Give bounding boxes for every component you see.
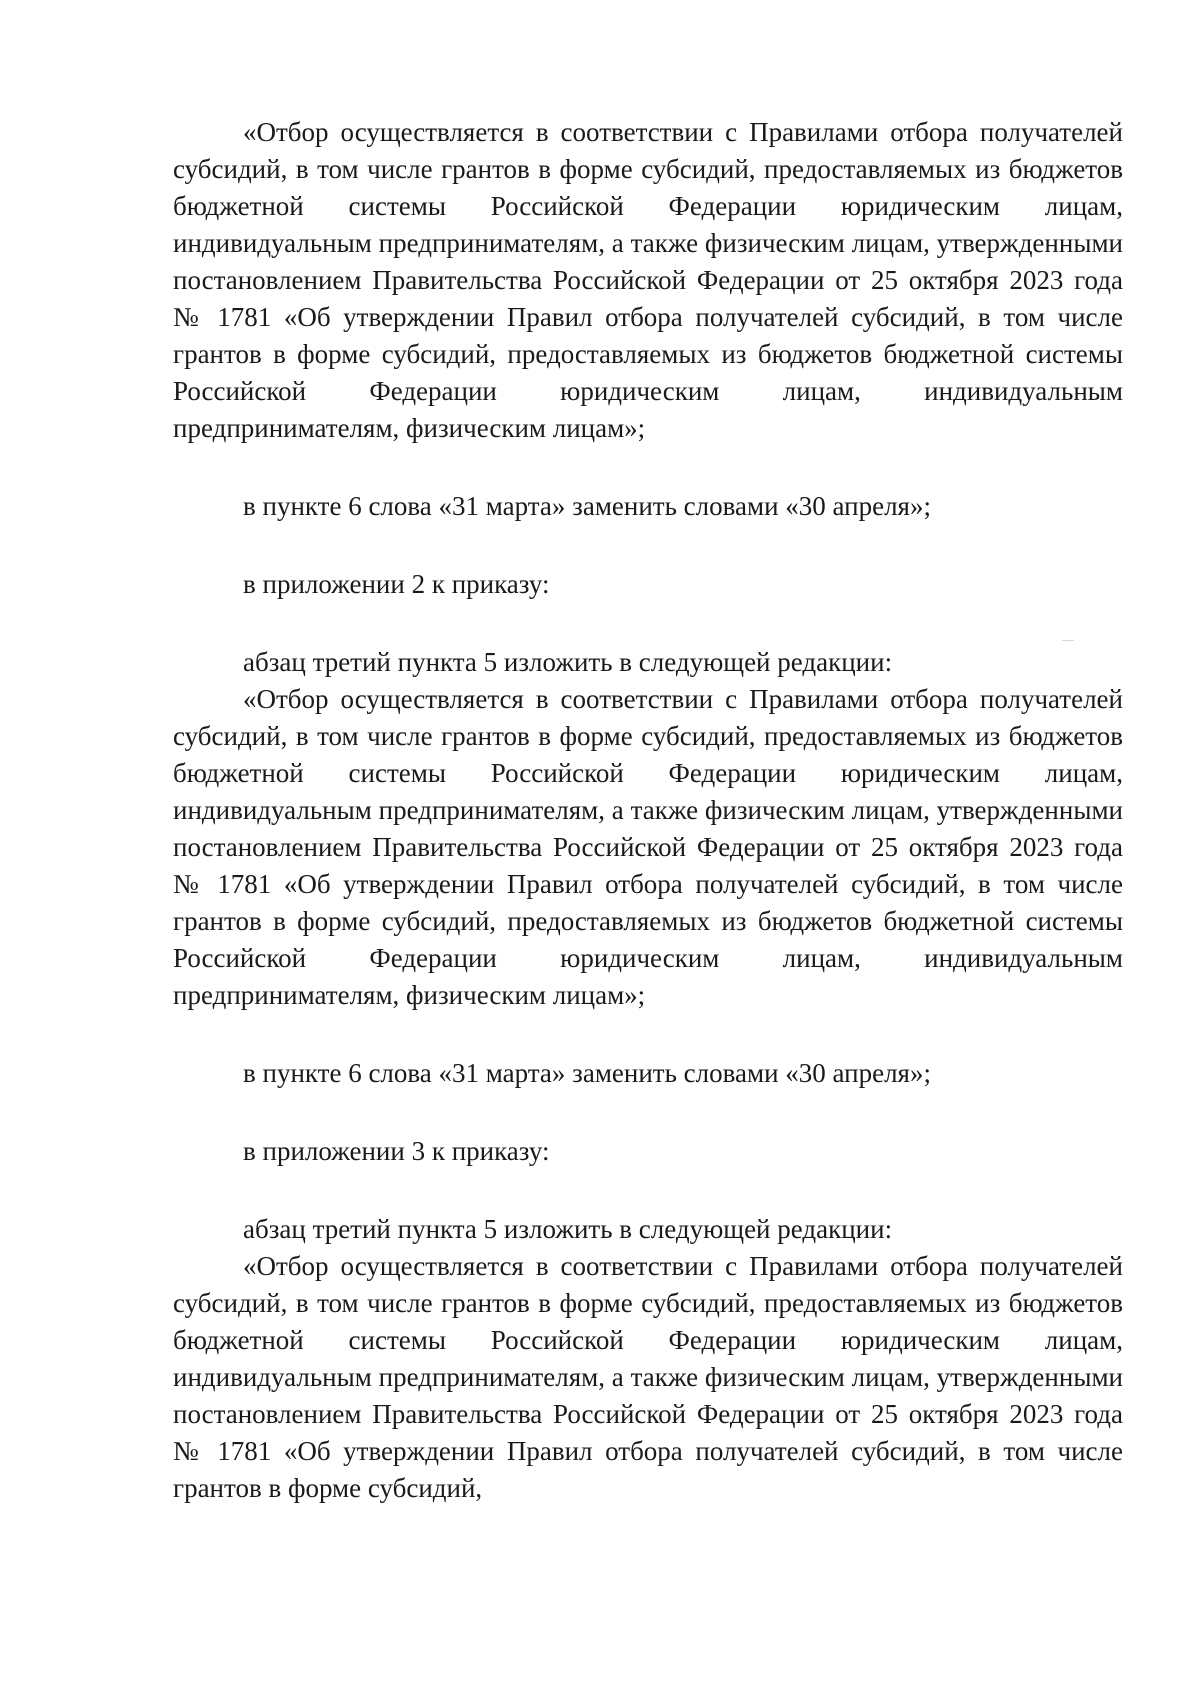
quoted-rule-paragraph-2: «Отбор осуществляется в соответствии с Правилами отбора получателей субсидий, в том числе грантов в форме субсидий, предоставляемых из бюджетов бюджетной системы Российской Федерации юридическим лицам, индивидуальным предпринимателям, а также физическим лицам, утвержденными постановлением Правительства Российской Федерации от 25 октября 2023 года № 1781 «Об утверждении Правил отбора получателей субсидий, в том числе грантов в форме субсидий, предоставляемых из бюджетов бюджетной системы Российской Федерации юридическим лицам, индивидуальным предпринимателям, физическим лицам»; (173, 684, 1123, 1010)
amendment-instruction-paragraph-2: абзац третий пункта 5 изложить в следующей редакции: (243, 1214, 893, 1244)
quoted-rule-paragraph-1: «Отбор осуществляется в соответствии с Правилами отбора получателей субсидий, в том числе грантов в форме субсидий, предоставляемых из бюджетов бюджетной системы Российской Федерации юридическим лицам, индивидуальным предпринимателям, а также физическим лицам, утвержденными постановлением Правительства Российской Федерации от 25 октября 2023 года № 1781 «Об утверждении Правил отбора получателей субсидий, в том числе грантов в форме субсидий, предоставляемых из бюджетов бюджетной системы Российской Федерации юридическим лицам, индивидуальным предпринимателям, физическим лицам»; (173, 117, 1123, 443)
quoted-rule-paragraph-3: «Отбор осуществляется в соответствии с Правилами отбора получателей субсидий, в том числе грантов в форме субсидий, предоставляемых из бюджетов бюджетной системы Российской Федерации юридическим лицам, индивидуальным предпринимателям, а также физическим лицам, утвержденными постановлением Правительства Российской Федерации от 25 октября 2023 года № 1781 «Об утверждении Правил отбора получателей субсидий, в том числе грантов в форме субсидий, (173, 1251, 1123, 1503)
scan-artifact (1062, 640, 1074, 641)
appendix-2-heading: в приложении 2 к приказу: (243, 569, 550, 599)
document-body (173, 114, 1123, 1507)
amendment-instruction-paragraph-1: абзац третий пункта 5 изложить в следующей редакции: (243, 647, 893, 677)
amendment-date-paragraph-1: в пункте 6 слова «31 марта» заменить словами «30 апреля»; (243, 491, 931, 521)
appendix-3-heading: в приложении 3 к приказу: (243, 1136, 550, 1166)
amendment-date-paragraph-2: в пункте 6 слова «31 марта» заменить словами «30 апреля»; (243, 1058, 931, 1088)
